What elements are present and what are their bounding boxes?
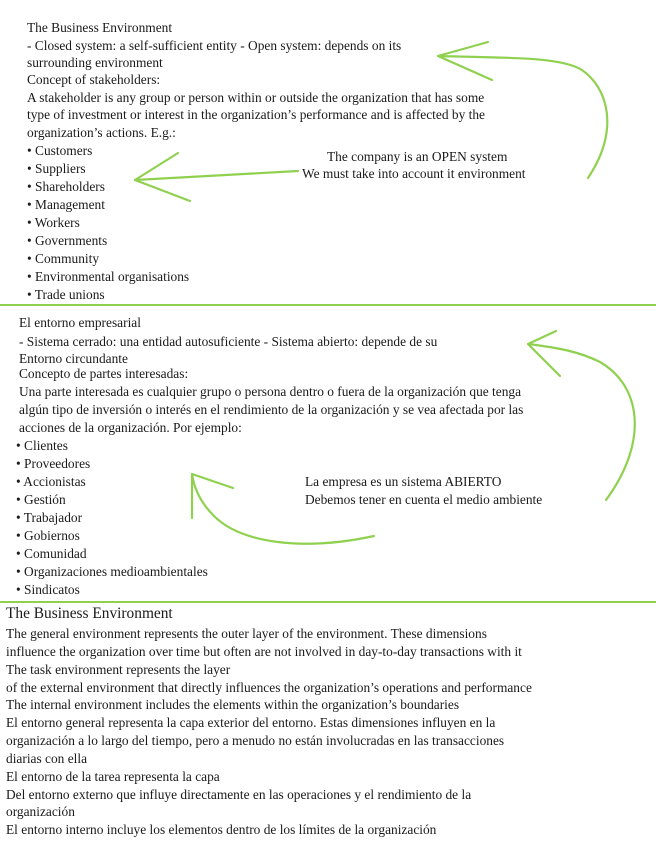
section1-stakeholders-title: Concept of stakeholders: <box>27 72 161 87</box>
list-item-label: Accionistas <box>23 474 86 489</box>
section3-line: organización <box>6 804 75 819</box>
list-item: • Shareholders <box>27 179 105 194</box>
section2-systems-line: - Sistema cerrado: una entidad autosuficiente - Sistema abierto: depende de su <box>19 334 438 349</box>
list-item: • Gestión <box>16 492 66 507</box>
section1-systems-line: - Closed system: a self-sufficient entity - Open system: depends on its <box>27 38 402 53</box>
list-item-label: Trade unions <box>34 287 105 302</box>
list-item: • Trabajador <box>16 510 83 525</box>
section3-line: diarias con ella <box>6 751 88 766</box>
section3-line: The internal environment includes the elements within the organization’s boundaries <box>6 697 460 712</box>
arrowhead-icon <box>192 474 233 518</box>
section2-definition-line: algún tipo de inversión o interés en el rendimiento de la organización y se vea afectada por las <box>19 402 524 417</box>
list-item: • Suppliers <box>27 161 86 176</box>
list-item-label: Environmental organisations <box>35 269 190 284</box>
section3-line: El entorno de la tarea representa la capa <box>6 769 220 784</box>
list-item-label: Shareholders <box>35 179 105 194</box>
list-item-label: Suppliers <box>35 161 86 176</box>
list-item-label: Comunidad <box>24 546 87 561</box>
arrowhead-icon <box>528 331 560 376</box>
list-item: • Customers <box>27 143 93 158</box>
section-divider <box>0 304 656 306</box>
list-item: • Accionistas <box>16 474 86 489</box>
section1-note: We must take into account it environment <box>302 166 526 181</box>
list-item: • Proveedores <box>16 456 91 471</box>
section1-systems-line: surrounding environment <box>27 55 163 70</box>
list-item: • Trade unions <box>27 287 105 302</box>
list-item: • Comunidad <box>16 546 87 561</box>
arrow-icon <box>135 171 298 180</box>
section3-line: Del entorno externo que influye directamente en las operaciones y el rendimiento de la <box>6 787 472 802</box>
section1-note: The company is an OPEN system <box>327 149 508 164</box>
arrowhead-icon <box>438 42 492 80</box>
section3-line: The task environment represents the layer <box>6 662 231 677</box>
list-item: • Community <box>27 251 100 266</box>
list-item-label: Management <box>35 197 105 212</box>
list-item-label: Clientes <box>24 438 68 453</box>
section-divider <box>0 601 656 603</box>
list-item: • Sindicatos <box>16 582 80 597</box>
list-item-label: Community <box>35 251 100 266</box>
section1-definition-line: type of investment or interest in the organization’s performance and is affected by the <box>27 107 485 122</box>
section3-line: organización a lo largo del tiempo, pero a menudo no están involucradas en las transacciones <box>6 733 505 748</box>
section2-systems-line: Entorno circundante <box>19 351 128 366</box>
section2-definition-line: acciones de la organización. Por ejemplo: <box>19 420 242 435</box>
section3-line: El entorno interno incluye los elementos dentro de los límites de la organización <box>6 822 437 837</box>
list-item: • Gobiernos <box>16 528 80 543</box>
list-item-label: Sindicatos <box>24 582 80 597</box>
section2-definition-line: Una parte interesada es cualquier grupo o persona dentro o fuera de la organización que tenga <box>19 384 522 399</box>
list-item: • Workers <box>27 215 80 230</box>
section3-line: influence the organization over time but often are not involved in day-to-day transactions with it <box>6 644 522 659</box>
curved-arrow-icon <box>528 344 635 500</box>
list-item: • Management <box>27 197 105 212</box>
list-item-label: Gestión <box>24 492 66 507</box>
list-item: • Organizaciones medioambientales <box>16 564 208 579</box>
section1-title: The Business Environment <box>27 20 173 35</box>
section1-definition-line: A stakeholder is any group or person within or outside the organization that has some <box>27 90 485 105</box>
list-item-label: Trabajador <box>23 510 83 525</box>
list-item-label: Proveedores <box>24 456 91 471</box>
list-item-label: Workers <box>34 215 80 230</box>
section2-stakeholders-title: Concepto de partes interesadas: <box>19 366 189 381</box>
section3-line: El entorno general representa la capa exterior del entorno. Estas dimensiones influyen en la <box>6 715 496 730</box>
arrowhead-icon <box>135 153 190 201</box>
list-item-label: Customers <box>35 143 93 158</box>
list-item-label: Governments <box>35 233 108 248</box>
list-item: • Governments <box>27 233 108 248</box>
section3-line: of the external environment that directly influences the organization’s operations and performance <box>6 680 532 695</box>
list-item-label: Gobiernos <box>24 528 80 543</box>
section3-line: The general environment represents the outer layer of the environment. These dimensions <box>6 626 487 641</box>
section2-note: La empresa es un sistema ABIERTO <box>305 474 502 489</box>
section3-title: The Business Environment <box>6 605 173 622</box>
section1-definition-line: organization’s actions. E.g.: <box>27 125 176 140</box>
list-item: • Environmental organisations <box>27 269 190 284</box>
section2-note: Debemos tener en cuenta el medio ambiente <box>305 492 543 507</box>
list-item-label: Organizaciones medioambientales <box>24 564 208 579</box>
section2-title: El entorno empresarial <box>19 315 141 330</box>
list-item: • Clientes <box>16 438 68 453</box>
